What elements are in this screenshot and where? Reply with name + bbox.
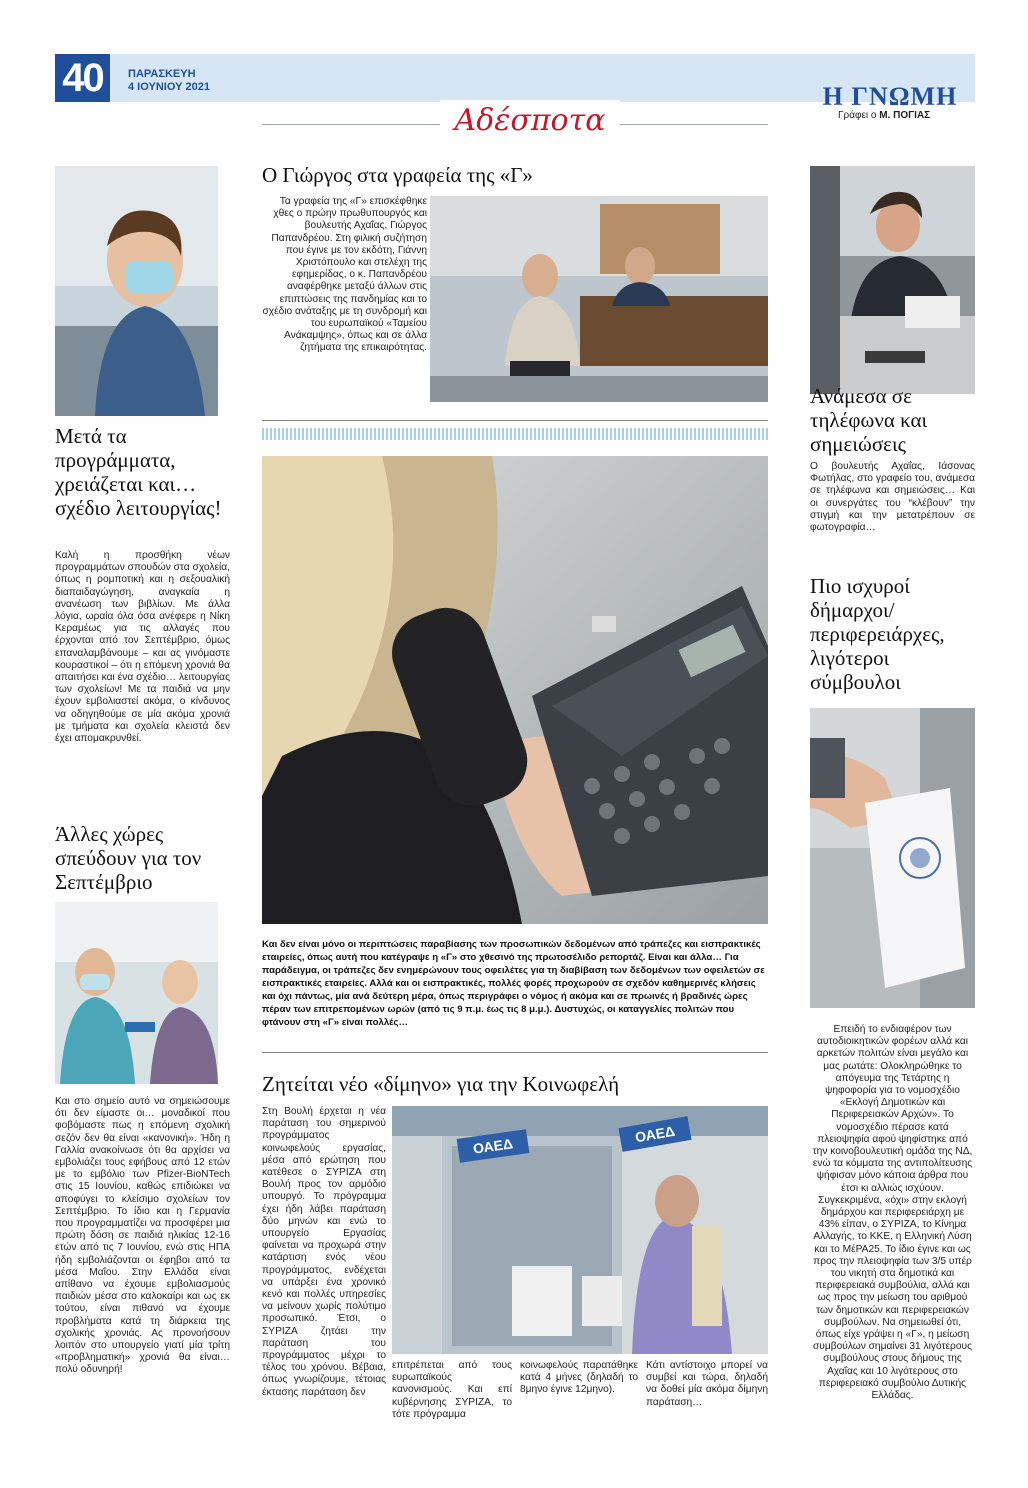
fotilas-title: Ανάμεσα σε τηλέφωνα και σημειώσεις (810, 384, 928, 456)
oaed-sign-1: ΟΑΕΔ (457, 1129, 530, 1163)
oaed-col4: Κάτι αντίστοιχο μπορεί να συμβεί και τώρα, δηλαδή να δοθεί μία ακόμα δίμηνη παράταση… (646, 1360, 768, 1408)
header-day: ΠΑΡΑΣΚΕΥΗ (128, 68, 196, 80)
byline-prefix: Γράφει ο (838, 110, 880, 121)
photo-telephone (262, 456, 768, 924)
divider-oaed (262, 1052, 768, 1053)
photo-fotilas (810, 166, 975, 394)
papandreou-title: Ο Γιώργος στα γραφεία της «Γ» (262, 163, 533, 187)
photo-papandreou-visit (430, 196, 768, 402)
oaed-sign-2: ΟΑΕΔ (618, 1116, 691, 1152)
mayors-title: Πιο ισχυροί δήμαρχοι/ περιφερειάρχες, λιγότεροι σύμβουλοι (810, 574, 945, 694)
phones-caption: Και δεν είναι μόνο οι περιπτώσεις παραβίασης των προσωπικών δεδομένων από τράπεζες και εισπρακτικές εταιρείες, όπως αυτή που κατέγραψε η «Γ» στο χθεσινό της πρωτοσέλιδο ρεπορτάζ. Είναι και άλλα… Για παράδειγμα, οι τράπεζες δεν ενημερώνουν τους οφειλέτες για τη διαβίβαση των δεδομένων των οφειλετών σε εισπρακτικές εταιρείες. Αλλά και οι εισπρακτικές, πολλές φορές προχωρούν σε σχεδόν καθημερινές κλήσεις και όχι πάντως, μία ανά δεύτερη μέρα, όπως περιγράφει ο νόμος ή ακόμα και σε πρωινές ή βραδινές ώρες πέραν των επιτρεπομένων ωρών (από τις 9 π.μ. έως τις 8 μ.μ.). Δυστυχώς, οι καταγγελίες πολιτών που φτάνουν στη «Γ» είναι πολλές… (262, 939, 765, 1028)
photo-child-mask (55, 166, 218, 416)
countries-text: Και στο σημείο αυτό να σημειώσουμε ότι δεν είμαστε οι… μοναδικοί που φοβόμαστε πως η επόμενη σχολική σεζόν δεν θα είναι «κανονική». Ήδη η Γαλλία ανακοίνωσε ότι θα αρχίσει να εμβολιάζει τους εφήβους από 12 ετών με το εμβόλιο των Pfizer-BioNTech στις 15 Ιουνίου, καθώς επιδιώκει να αποφύγει το κλείσιμο σχολείων τον Σεπτέμβριο. Το ίδιο και η Γερμανία που προγραμματίζει να προσφέρει μια πρώτη δόση σε παιδιά ηλικίας 12-16 ετών από τις 7 Ιουνίου, ενώ στις ΗΠΑ ήδη εμβολιάζονται οι έφηβοι από τα μέσα Μαΐου. Στην Ελλάδα είναι απίθανο να έχουμε εμβολιασμούς παιδιών μέσα στο καλοκαίρι και ως εκ τούτου, είναι πιθανό να έχουμε προβλήματα κατά τη διάρκεια της σχολικής χρονιάς. Ας προνοήσουν λοιπόν στο υπουργείο γιατί μία τρίτη «προβληματική» χρονιά θα είναι… πολύ οδυνηρή! (55, 1096, 230, 1376)
fotilas-text: Ο βουλευτής Αχαΐας, Ιάσονας Φωτήλας, στο γραφείο του, ανάμεσα σε τηλέφωνα και σημειώσεις… Και οι συνεργάτες του “κλέβουν” την στιγμή και την μετατρέπουν σε φωτογραφία… (810, 461, 975, 534)
countries-title: Άλλες χώρες σπεύδουν για τον Σεπτέμβριο (55, 822, 202, 894)
section-title: Αδέσποτα (440, 100, 620, 142)
byline (838, 110, 930, 121)
oaed-col1: Στη Βουλή έρχεται η νέα παράταση του σημερινού προγράμματος κοινωφελούς εργασίας, μέσα από ερώτηση που κατέθεσε ο ΣΥΡΙΖΑ στη Βουλή προς τον αρμόδιο υπουργό. Το πρόγραμμα έχει ήδη λάβει παράταση δύο μηνών και ενώ το υπουργείο Εργασίας φαίνεται να προχωρά στην κατάρτιση ενός νέου προγράμματος, ενδέχεται να υπάρξει ένα χρονικό κενό και πολλές υπηρεσίες να μείνουν χωρίς πολύτιμο προσωπικό. Έτσι, ο ΣΥΡΙΖΑ ζητάει την παράταση του προγράμματος μέχρι το τέλος του χρόνου. Βέβαια, όπως γνωρίζουμε, τέτοιας έκτασης παράταση δεν (262, 1106, 386, 1398)
header-date: 4 ΙΟΥΝΙΟΥ 2021 (128, 81, 210, 93)
byline-author: Μ. ΠΟΓΙΑΣ (879, 110, 931, 121)
divider-pattern (262, 428, 768, 440)
page-number: 40 (55, 54, 110, 102)
oaed-col2: επιτρέπεται από τους ευρωπαϊκούς κανονισμούς. Και επί κυβέρνησης ΣΥΡΙΖΑ, το τότε πρόγραμμα (392, 1360, 512, 1420)
mayors-text: Επειδή το ενδιαφέρον των αυτοδιοικητικών φορέων αλλά και αρκετών πολιτών είναι μεγάλο και μας ρωτάτε: Ολοκληρώθηκε το απόγευμα της Τετάρτης η ψηφοφορία για το νομοσχέδιο «Εκλογή Δημοτικών και Περιφερειακών Αρχών». Το νομοσχέδιο πέρασε κατά πλειοψηφία αφού ψηφίστηκε από την κοινοβουλευτική ομάδα της ΝΔ, ενώ τα κόμματα της αντιπολίτευσης ψήφισαν μόνο κάποια άρθρα που έτσι κι αλλιώς ισχύουν. Συγκεκριμένα, «όχι» στην εκλογή δημάρχου και περιφερειάρχη με 43% είπαν, ο ΣΥΡΙΖΑ, το Κίνημα Αλλαγής, το ΚΚΕ, η Ελληνική Λύση και το ΜέΡΑ25. Το ίδιο έγινε και ως προς την πλειοψηφία των 3/5 υπέρ του νικητή στα δημοτικά και περιφερειακά συμβούλια, αλλά και ως προς την μείωση του αριθμού των δημοτικών και περιφερειακών συμβούλων. Να σημειωθεί ότι, όπως είχε γράψει η «Γ», η μείωση συμβούλων σημαίνει 31 λιγότερους συμβούλους στους δήμους της Αχαΐας και 10 λιγότερους στο περιφερειακό συμβούλιο Δυτικής Ελλάδας. (812, 1024, 973, 1402)
schools-text: Καλή η προσθήκη νέων προγραμμάτων σπουδών στα σχολεία, όπως η ρομποτική και η σεξουαλική διαπαιδαγώγηση, αναγκαία η ανανέωση των βιβλίων. Με άλλα λόγια, ωραία όλα όσα ανέφερε η Νίκη Κεραμέως για τις αλλαγές που έρχονται από τον Σεπτέμβριο, όμως επαναλαμβάνουμε – και ας γινόμαστε κουραστικοί – ότι η επόμενη χρονιά θα απαιτήσει και ένα σχέδιο… λειτουργίας των σχολείων! Με τα παιδιά να μην έχουν εμβολιαστεί ακόμα, ο κίνδυνος να οδηγηθούμε σε μία ακόμα χρονιά με τμήματα και σχολεία κλειστά δεν έχει απομακρυνθεί. (55, 550, 230, 745)
schools-title: Μετά τα προγράμματα, χρειάζεται και… σχέδιο λειτουργίας! (55, 424, 222, 520)
newspaper-logo: Η ΓΝΩΜΗ (822, 82, 958, 111)
photo-ballot (810, 708, 975, 1008)
photo-oaed-office (392, 1106, 768, 1354)
divider-top (262, 420, 768, 421)
photo-vaccination (55, 902, 218, 1084)
oaed-title: Ζητείται νέο «δίμηνο» για την Κοινωφελή (262, 1072, 620, 1096)
oaed-col3: κοινωφελούς παρατάθηκε κατά 4 μήνες (δηλαδή το 8μηνο έγινε 12μηνο). (520, 1360, 638, 1396)
papandreou-text: Τα γραφεία της «Γ» επισκέφθηκε χθες ο πρώην πρωθυπουργός και βουλευτής Αχαΐας, Γιώργος Παπανδρέου. Στη φιλική συζήτηση που έγινε με τον εκδότη, Γιάννη Χριστόπουλο και στελέχη της εφημερίδας, ο κ. Παπανδρέου αναφέρθηκε μεταξύ άλλων στις επιπτώσεις της πανδημίας και το σχέδιο ανάταξης με τη συνδρομή και του ευρωπαϊκού «Ταμείου Ανάκαμψης», όπως και σε άλλα ζητήματα της επικαιρότητας. (262, 196, 427, 354)
